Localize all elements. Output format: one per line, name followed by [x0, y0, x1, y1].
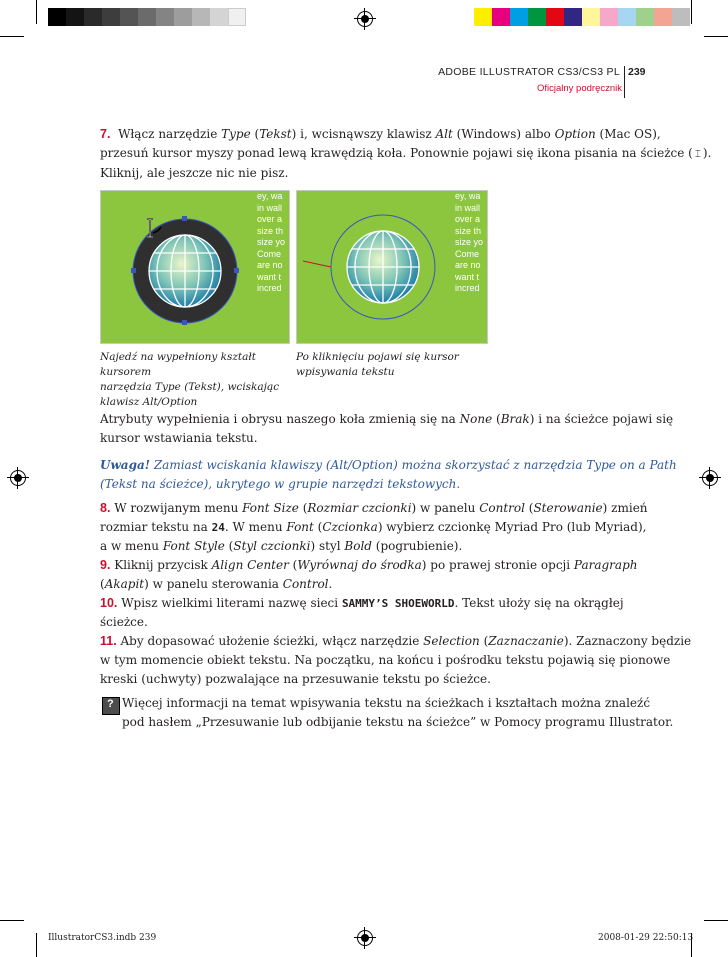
header-subtitle: Oficjalny podręcznik: [536, 83, 622, 94]
text: None: [459, 412, 493, 426]
text: ) styl: [310, 539, 345, 553]
swatch: [582, 8, 600, 26]
swatch: [138, 8, 156, 26]
text: size th: [455, 225, 482, 236]
text: ) w panelu: [411, 501, 480, 515]
text: Wyrównaj do środka: [297, 558, 422, 572]
text: size yo: [257, 237, 286, 247]
text: . W menu: [224, 520, 287, 534]
text: (: [313, 520, 323, 534]
swatch: [672, 8, 690, 26]
crop-mark: [0, 36, 24, 37]
text: Czcionka: [322, 520, 378, 534]
footer-file: IllustratorCS3.indb 239: [48, 933, 157, 943]
footer-timestamp: 2008-01-29 22:50:13: [598, 933, 694, 943]
text: Po kliknięciu pojawi się kursor: [296, 351, 459, 363]
step-number: 8.: [100, 501, 111, 515]
text: are no: [257, 260, 283, 270]
swatch: [528, 8, 546, 26]
text: (: [479, 634, 489, 648]
text: Atrybuty wypełnienia i obrysu naszego koła zmienią się na: [100, 412, 460, 426]
text: narzędzia Type (Tekst), wciskając: [100, 381, 280, 393]
step-7: [100, 125, 712, 183]
swatch: [636, 8, 654, 26]
swatch: [600, 8, 618, 26]
text: wpisywania tekstu: [296, 366, 395, 378]
text: Paragraph: [573, 558, 638, 572]
text: (Tekst na ścieżce), ukrytego w grupie narzędzi tekstowych.: [100, 477, 461, 491]
text: in wall: [257, 202, 283, 213]
text: incred: [257, 283, 282, 293]
swatch: [84, 8, 102, 26]
text: Zamiast wciskania klawiszy (Alt/Option) można skorzystać z narzędzia Type on a Path: [150, 458, 677, 472]
text: (: [250, 127, 260, 141]
text: (Mac OS),: [595, 127, 661, 141]
text: Font Size: [242, 501, 299, 515]
text: size th: [257, 225, 284, 236]
swatch: [48, 8, 66, 26]
text: Type: [221, 127, 251, 141]
text: Bold: [344, 539, 372, 553]
registration-mark-icon: [357, 11, 373, 27]
header-divider: [624, 66, 625, 98]
text: rozmiar tekstu na: [100, 520, 212, 534]
swatch: [174, 8, 192, 26]
text: (pogrubienie).: [371, 539, 463, 553]
step-9: [100, 556, 660, 594]
text: Styl czcionki: [233, 539, 311, 553]
crop-mark: [0, 920, 24, 921]
caption-right: [296, 350, 492, 380]
swatch: [156, 8, 174, 26]
text: pod hasłem „Przesuwanie lub odbijanie tekstu na ścieżce” w Pomocy programu Illustrator.: [122, 715, 674, 729]
swatch: [120, 8, 138, 26]
text: ) i, wcisnąwszy klawisz: [291, 127, 436, 141]
code-text: 24: [211, 521, 225, 534]
text: klawisz Alt/Option: [100, 396, 198, 408]
text: (: [524, 501, 534, 515]
text: incred: [455, 283, 480, 293]
type-on-path-cursor-icon: ⌶: [694, 149, 701, 160]
text: przesuń kursor myszy ponad lewą krawędzią koła. Ponownie pojawi się ikona pisania na ścieżce (: [100, 146, 693, 160]
text: w tym momencie obiekt tekstu. Na początku, na końcu i pośrodku tekstu pojawią się pionowe: [100, 653, 671, 667]
text: kreski (uchwyty) pozwalające na przesuwanie tekstu po ścieżce.: [100, 672, 491, 686]
step-number: 9.: [100, 558, 111, 572]
help-icon: [102, 697, 120, 715]
sample-text-column: [255, 191, 289, 343]
swatch: [492, 8, 510, 26]
text: W rozwijanym menu: [110, 501, 243, 515]
figure-right-screenshot: [296, 190, 488, 344]
text: Come: [257, 248, 282, 259]
text: ey, wa: [257, 191, 283, 201]
step-number: 10.: [100, 596, 118, 610]
swatch: [546, 8, 564, 26]
swatch: [66, 8, 84, 26]
text: Alt: [435, 127, 453, 141]
page-number: 239: [628, 66, 646, 78]
text: over a: [257, 214, 283, 224]
swatch: [210, 8, 228, 26]
note-label: Uwaga!: [100, 458, 151, 472]
registration-mark-icon: [702, 470, 718, 486]
swatch: [192, 8, 210, 26]
text: Option: [554, 127, 596, 141]
step-number: 11.: [100, 634, 117, 648]
figure-left-screenshot: [100, 190, 290, 344]
text: Wpisz wielkimi literami nazwę sieci: [117, 596, 342, 610]
text: Najedź na wypełniony kształt kursorem: [100, 351, 256, 378]
crop-mark: [36, 0, 37, 24]
text: Control: [479, 501, 525, 515]
text: in wall: [455, 202, 481, 213]
swatch: [228, 8, 246, 26]
step-8: [100, 499, 660, 556]
text: (: [224, 539, 234, 553]
text: are no: [455, 260, 481, 270]
registration-mark-icon: [10, 470, 26, 486]
swatch: [654, 8, 672, 26]
swatch: [564, 8, 582, 26]
step-11: [100, 632, 692, 689]
text: (: [288, 558, 298, 572]
text: Brak: [500, 412, 530, 426]
text: Tekst: [259, 127, 292, 141]
text: Selection: [423, 634, 480, 648]
text: .: [328, 577, 333, 591]
text: Kliknij, ale jeszcze nic nie pisz.: [100, 166, 289, 180]
swatch: [510, 8, 528, 26]
help-tip: [122, 694, 682, 732]
text: ) i na ścieżce pojawi się: [529, 412, 674, 426]
text: Sterowanie: [533, 501, 603, 515]
swatch: [102, 8, 120, 26]
text: Włącz narzędzie: [118, 127, 222, 141]
text: (Windows) albo: [452, 127, 555, 141]
text: want t: [455, 271, 480, 282]
text: ). Zaznaczony będzie: [563, 634, 692, 648]
registration-mark-icon: [357, 930, 373, 946]
text: want t: [257, 271, 282, 282]
crop-mark: [704, 920, 728, 921]
text: ) wybierz czcionkę Myriad Pro (lub Myriad),: [377, 520, 647, 534]
text: over a: [455, 214, 481, 224]
text: a w menu: [100, 539, 163, 553]
text: Font Style: [162, 539, 225, 553]
text: ) zmień: [602, 501, 648, 515]
text: ścieżce.: [100, 615, 148, 629]
crop-mark: [691, 0, 692, 24]
paragraph-attributes: [100, 410, 674, 448]
note: [100, 456, 677, 494]
step-number: 7.: [100, 127, 111, 141]
text: ey, wa: [455, 191, 481, 201]
text: size yo: [455, 237, 484, 247]
text: Come: [455, 248, 480, 259]
text: Akapit: [104, 577, 145, 591]
text: ).: [702, 146, 712, 160]
crop-mark: [704, 36, 728, 37]
step-10: [100, 594, 660, 632]
text: . Tekst ułoży się na okrągłej: [454, 596, 624, 610]
swatch: [474, 8, 492, 26]
code-text: SAMMY’S SHOEWORLD: [341, 597, 455, 610]
text: Zaznaczanie: [488, 634, 564, 648]
text: ) po prawej stronie opcji: [421, 558, 574, 572]
caption-left: [100, 350, 296, 410]
text: Więcej informacji na temat wpisywania tekstu na ścieżkach i kształtach można znaleźć: [122, 696, 651, 710]
running-header: [380, 66, 650, 102]
text: Font: [286, 520, 314, 534]
header-title: ADOBE ILLUSTRATOR CS3/CS3 PL: [438, 66, 620, 78]
text: Control: [282, 577, 329, 591]
text: (: [298, 501, 308, 515]
text: Align Center: [211, 558, 289, 572]
text: Aby dopasować ułożenie ścieżki, włącz narzędzie: [116, 634, 424, 648]
text: ) w panelu sterowania: [144, 577, 283, 591]
text: (: [100, 577, 105, 591]
text: Kliknij przycisk: [110, 558, 212, 572]
text: kursor wstawiania tekstu.: [100, 431, 258, 445]
swatch: [618, 8, 636, 26]
text: Rozmiar czcionki: [307, 501, 412, 515]
sample-text-column: [453, 191, 487, 343]
text: (: [492, 412, 501, 426]
crop-mark: [36, 933, 37, 957]
